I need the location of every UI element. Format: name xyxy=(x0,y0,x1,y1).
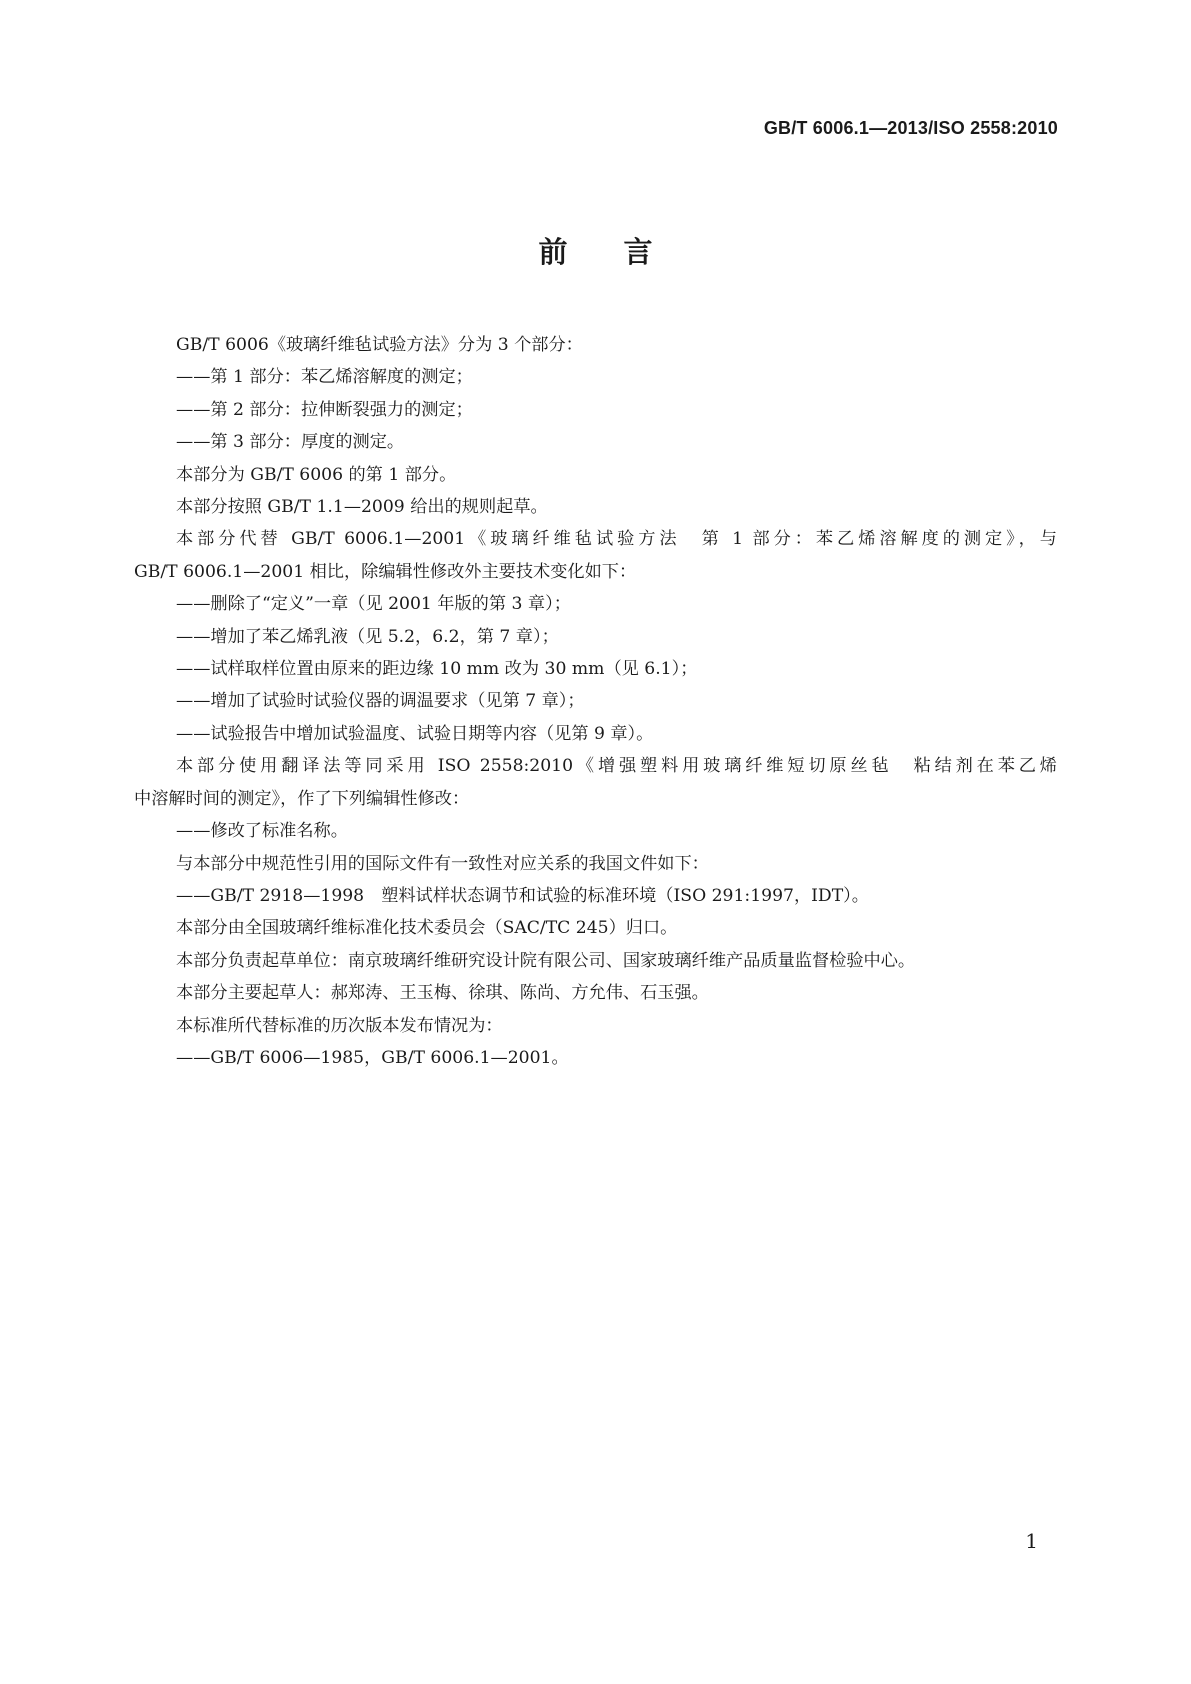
list-item: ——修改了标准名称。 xyxy=(176,821,348,842)
paragraph: 与本部分中规范性引用的国际文件有一致性对应关系的我国文件如下： xyxy=(176,853,709,874)
foreword-body xyxy=(134,329,1057,1074)
paragraph: 本部分代替 GB/T 6006.1—2001《玻璃纤维毡试验方法 第 1 部分：苯乙烯溶解度的测定》，与 xyxy=(176,529,1057,550)
paragraph: 本标准所代替标准的历次版本发布情况为： xyxy=(176,1015,503,1036)
list-item: ——GB/T 6006—1985，GB/T 6006.1—2001。 xyxy=(176,1047,569,1068)
list-item: ——删除了“定义”一章（见 2001 年版的第 3 章）； xyxy=(176,594,571,615)
paragraph: 本部分负责起草单位：南京玻璃纤维研究设计院有限公司、国家玻璃纤维产品质量监督检验中心。 xyxy=(176,950,916,971)
paragraph: 本部分主要起草人：郝郑涛、王玉梅、徐琪、陈尚、方允伟、石玉强。 xyxy=(176,983,709,1004)
paragraph: 本部分按照 GB/T 1.1—2009 给出的规则起草。 xyxy=(176,497,548,518)
list-item: ——试验报告中增加试验温度、试验日期等内容（见第 9 章）。 xyxy=(176,723,654,744)
paragraph: 本部分为 GB/T 6006 的第 1 部分。 xyxy=(176,464,457,485)
list-item: ——增加了试验时试验仪器的调温要求（见第 7 章）； xyxy=(176,691,585,712)
list-item: ——试样取样位置由原来的距边缘 10 mm 改为 30 mm（见 6.1）； xyxy=(176,659,698,680)
document-number-header: GB/T 6006.1—2013/ISO 2558:2010 xyxy=(763,118,1058,138)
list-item: ——增加了苯乙烯乳液（见 5.2，6.2，第 7 章）； xyxy=(176,626,559,647)
page-number: 1 xyxy=(1025,1529,1038,1553)
paragraph: 本部分使用翻译法等同采用 ISO 2558:2010《增强塑料用玻璃纤维短切原丝毡 粘结剂在苯乙烯 xyxy=(176,756,1057,777)
list-item: ——第 1 部分：苯乙烯溶解度的测定； xyxy=(176,367,473,388)
list-item: ——第 2 部分：拉伸断裂强力的测定； xyxy=(176,399,473,420)
list-item: ——GB/T 2918—1998 塑料试样状态调节和试验的标准环境（ISO 291:1997，IDT）。 xyxy=(176,885,869,906)
paragraph-continuation: GB/T 6006.1—2001 相比，除编辑性修改外主要技术变化如下： xyxy=(134,561,637,582)
paragraph: 本部分由全国玻璃纤维标准化技术委员会（SAC/TC 245）归口。 xyxy=(176,918,678,939)
list-item: ——第 3 部分：厚度的测定。 xyxy=(176,432,405,453)
page-title: 前言 xyxy=(538,235,709,269)
paragraph-continuation: 中溶解时间的测定》，作了下列编辑性修改： xyxy=(134,788,470,809)
paragraph: GB/T 6006《玻璃纤维毡试验方法》分为 3 个部分： xyxy=(176,335,583,355)
